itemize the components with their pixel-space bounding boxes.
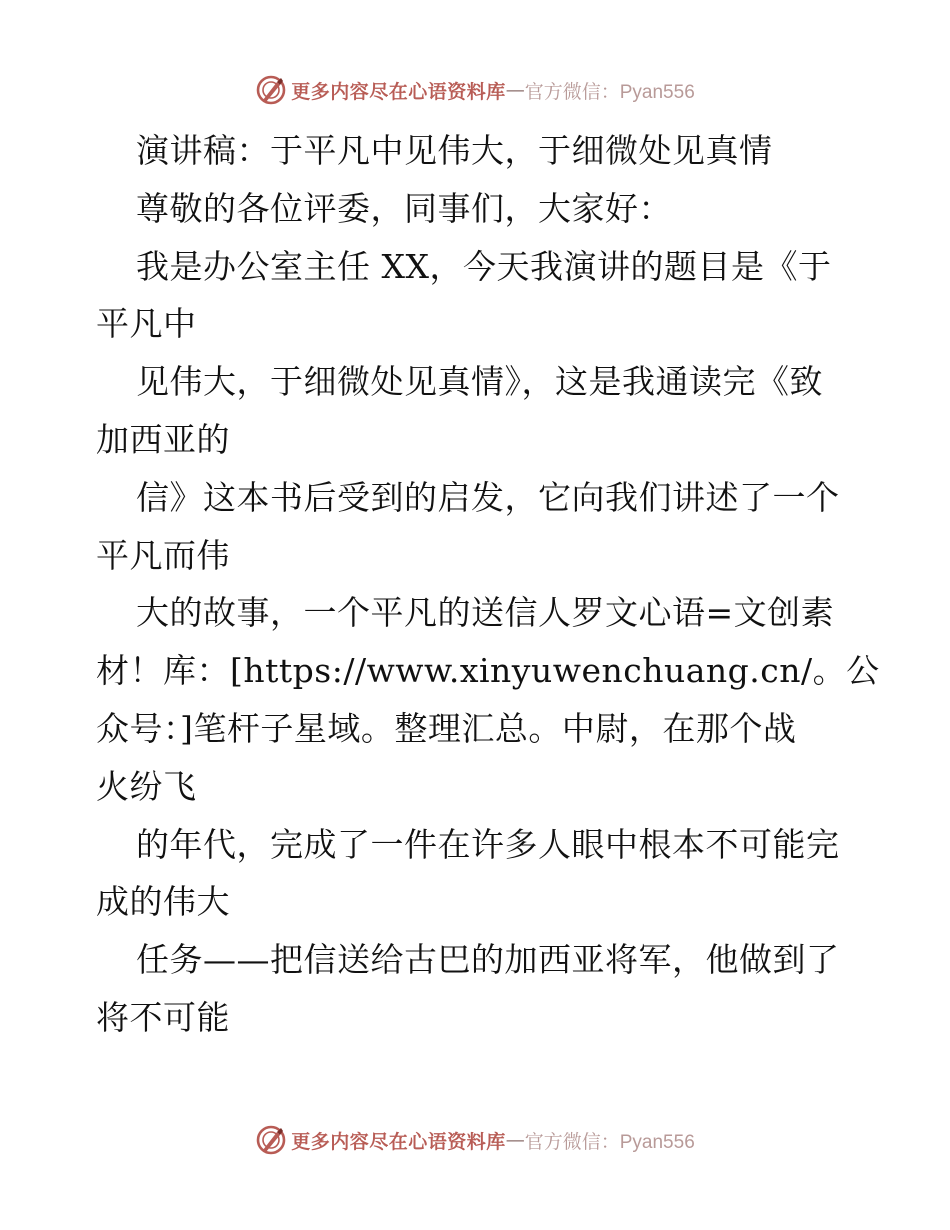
- text-line: 见伟大，于细微处见真情》，这是我通读完《致: [136, 362, 823, 402]
- text-line: 众号：]笔杆子星域。整理汇总。中尉，在那个战: [96, 708, 797, 748]
- text-line: 信》这本书后受到的启发，它向我们讲述了一个: [136, 477, 840, 517]
- text-line: 的年代，完成了一件在许多人眼中根本不可能完: [136, 824, 840, 864]
- text-line: 成的伟大: [96, 882, 230, 922]
- document-body: [96, 122, 880, 1047]
- header-banner: [0, 72, 950, 108]
- footer-banner: [0, 1122, 950, 1158]
- text-line: 将不可能: [96, 997, 230, 1037]
- text-line-url: 材！库：[https://www.xinyuwenchuang.cn/。公: [96, 651, 880, 691]
- banner-separator: —: [505, 1129, 525, 1151]
- text-line: 平凡中: [96, 304, 197, 344]
- text-line: 任务——把信送给古巴的加西亚将军，他做到了: [136, 940, 840, 980]
- text-line: 我是办公室主任 XX，今天我演讲的题目是《于: [136, 246, 832, 286]
- banner-library-text: 更多内容尽在心语资料库: [291, 80, 506, 103]
- pen-circle-logo-icon: [255, 1124, 287, 1156]
- pen-circle-logo-icon: [255, 74, 287, 106]
- greeting-line: 尊敬的各位评委，同事们，大家好：: [136, 188, 672, 228]
- text-line: 大的故事，一个平凡的送信人罗文心语=文创素: [136, 593, 835, 633]
- text-line: 加西亚的: [96, 419, 230, 459]
- text-line: 平凡而伟: [96, 535, 230, 575]
- speech-title: 演讲稿：于平凡中见伟大，于细微处见真情: [136, 131, 773, 170]
- banner-separator: —: [505, 79, 525, 101]
- banner-wechat-text: 官方微信：Pyan556: [524, 1131, 695, 1153]
- banner-wechat-text: 官方微信：Pyan556: [524, 81, 695, 103]
- banner-library-text: 更多内容尽在心语资料库: [291, 1130, 506, 1153]
- text-line: 火纷飞: [96, 766, 197, 806]
